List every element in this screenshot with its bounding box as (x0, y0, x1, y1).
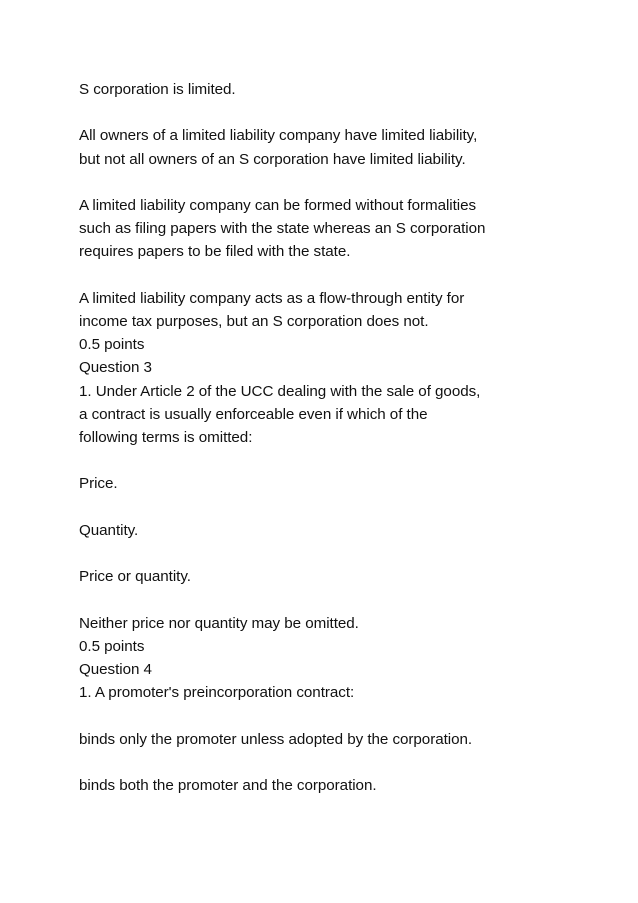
answer-option-line: A limited liability company acts as a flow-through entity for (79, 289, 465, 307)
answer-option-line: such as filing papers with the state whereas an S corporation (79, 220, 486, 238)
answer-option-text: Price. (79, 475, 118, 493)
document-page (79, 78, 619, 797)
blank-line (79, 264, 619, 287)
blank-line (79, 496, 619, 519)
answer-option-text: Price or quantity. (79, 568, 191, 586)
answer-option-text: Neither price nor quantity may be omitted. (79, 614, 359, 632)
answer-option-text: S corporation is limited. (79, 81, 236, 98)
answer-option-text: binds only the promoter unless adopted by the corporation. (79, 730, 473, 748)
blank-line (79, 542, 619, 565)
blank-line (79, 171, 619, 194)
question-text-line: following terms is omitted: (79, 429, 253, 446)
answer-option-line: requires papers to be filed with the state. (79, 243, 351, 261)
blank-line (79, 751, 619, 774)
answer-option-line: A limited liability company can be formed without formalities (79, 196, 477, 214)
blank-line (79, 101, 619, 124)
answer-option-line: but not all owners of an S corporation have limited liability. (79, 150, 466, 168)
question-heading: Question 3 (79, 359, 152, 377)
question-text-line: a contract is usually enforceable even if which of the (79, 405, 428, 423)
points-label: 0.5 points (79, 637, 145, 655)
blank-line (79, 588, 619, 611)
question-text-line: 1. Under Article 2 of the UCC dealing with the sale of goods, (79, 382, 481, 400)
question-text-line: 1. A promoter's preincorporation contract: (79, 684, 355, 702)
blank-line (79, 449, 619, 472)
question-heading: Question 4 (79, 660, 152, 678)
answer-option-text: Quantity. (79, 521, 139, 539)
points-label: 0.5 points (79, 336, 145, 354)
answer-option-text: binds both the promoter and the corporation. (79, 776, 377, 794)
blank-line (79, 704, 619, 727)
answer-option-line: All owners of a limited liability company have limited liability, (79, 127, 478, 145)
answer-option-line: income tax purposes, but an S corporation does not. (79, 312, 429, 330)
